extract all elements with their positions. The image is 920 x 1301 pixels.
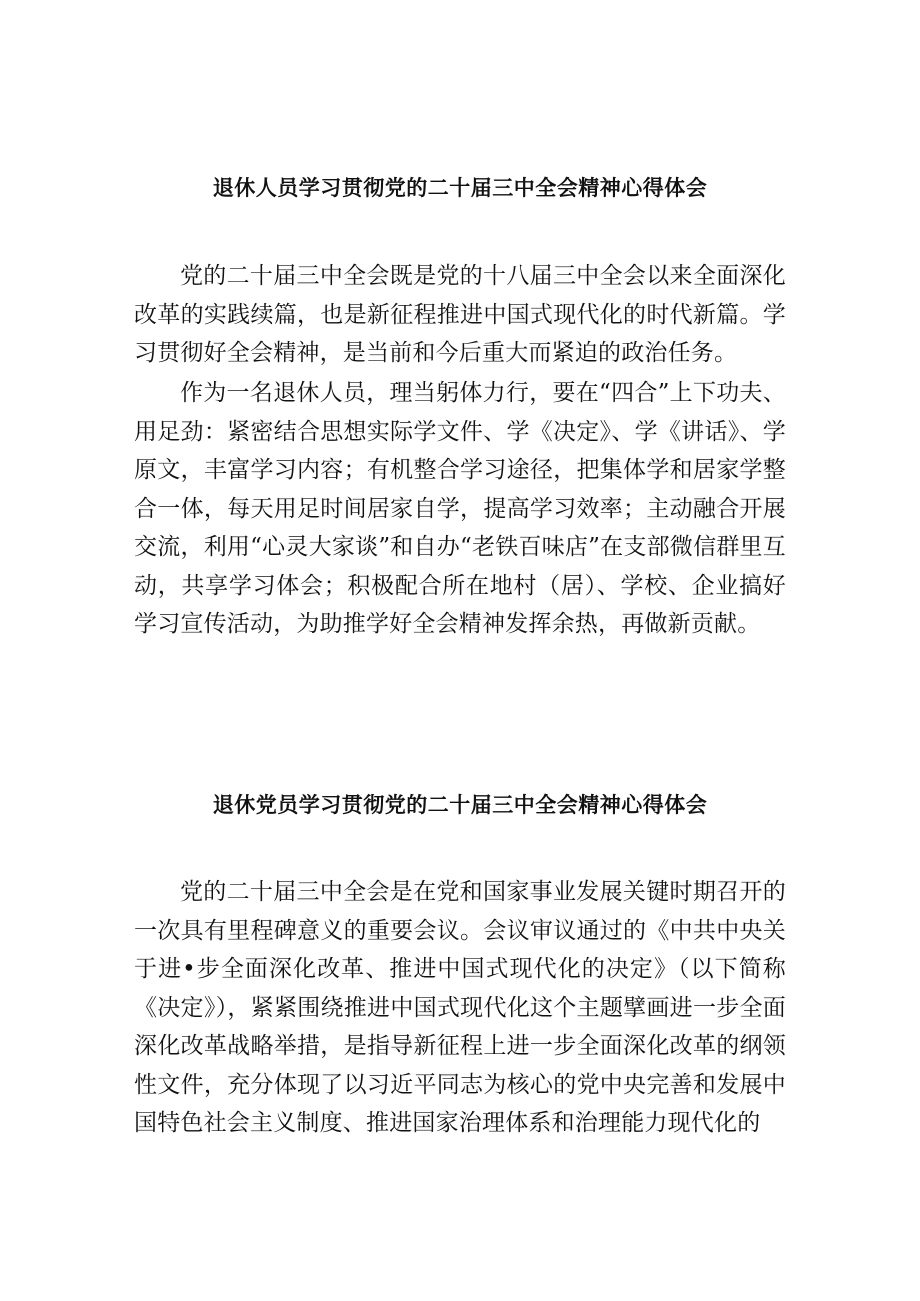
section-1-title: 退休人员学习贯彻党的二十届三中全会精神心得体会	[212, 176, 708, 200]
section-2-title: 退休党员学习贯彻党的二十届三中全会精神心得体会	[212, 793, 708, 817]
section-1-paragraph-1: 党的二十届三中全会既是党的十八届三中全会以来全面深化改革的实践续篇，也是新征程推进中国式现代化的时代新篇。学习贯彻好全会精神，是当前和今后重大而紧迫的政治任务。	[134, 263, 786, 366]
section-2-paragraph-1: 党的二十届三中全会是在党和国家事业发展关键时期召开的一次具有里程碑意义的重要会议。会议审议通过的《中共中央关于进•步全面深化改革、推进中国式现代化的决定》（以下简称《决定》），紧紧围绕推进中国式现代化这个主题擘画进一步全面深化改革战略举措，是指导新征程上进一步全面深化改革的纲领性文件，充分体现了以习近平同志为核心的党中央完善和发展中国特色社会主义制度、推进国家治理体系和治理能力现代化的	[134, 879, 786, 1136]
section-1-paragraph-2: 作为一名退休人员，理当躬体力行，要在“四合”上下功夫、用足劲：紧密结合思想实际学文件、学《决定》、学《讲话》、学原文，丰富学习内容；有机整合学习途径，把集体学和居家学整合一体，每天用足时间居家自学，提高学习效率；主动融合开展交流，利用“心灵大家谈”和自办“老铁百味店”在支部微信群里互动，共享学习体会；积极配合所在地村（居）、学校、企业搞好学习宣传活动，为助推学好全会精神发挥余热，再做新贡献。	[134, 380, 786, 637]
